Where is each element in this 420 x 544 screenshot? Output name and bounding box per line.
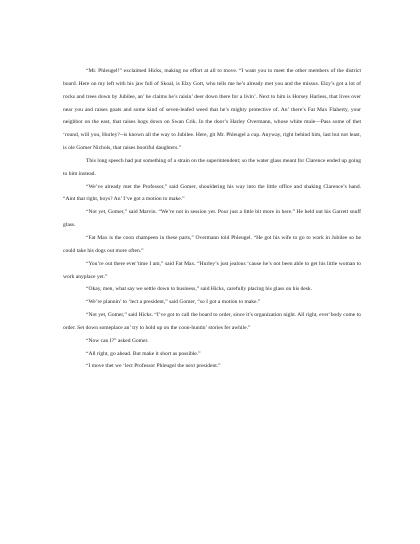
paragraph: “I move thet we ‘lect Professor Phleugel the next president.” xyxy=(86,363,221,370)
paragraph: “All right, go ahead. But make it short as possible.” xyxy=(86,350,201,357)
paragraph: “Fat Max is the coon champeen in these parts,” Overmann told Phleugel. “He got his wife to go to work in Jubilee so he could take his dogs out more often.” xyxy=(63,234,361,254)
paragraph: “Mr. Phleugel!” exclaimed Hicks, making no effort at all to move. “I want you to meet the other members of the district board. Here on my left with his jaw full of Skoal, is Elzy Gott, who tells me he’s already met you and the missus. Elzy’s got a lot of rocks and trees down by Jubilee, an’ he claims he’s raisin’ deer down there for a livin’. Next to him is Horsey Harless, that lives over near you and raises goats and some kind of seven-leafed weed that he’s mighty protective of. An’ there’s Fat Max Flaherty, your neighbor on the east, that raises hogs down on Swan Crik. In the door’s Harley Overmann, whose white mule—Pass some of thet ‘round, will you, Hurley?--is known all the way to Jubilee. Here, git Mr. Phleugel a cup. Anyway, right behind him, last but not least, is ole Gomer Nichols, that raises bootiful daughters.” xyxy=(63,68,361,152)
body-text xyxy=(63,65,361,373)
paragraph: “Now can I?” asked Gomer. xyxy=(86,337,149,344)
paragraph: “We’ve already met the Professor,” said Gomer, shouldering his way into the little office and shaking Clarence’s hand. “Aint that right, boys? An’ I’ve got a motion to make.” xyxy=(63,183,361,203)
paragraph: “We’re plannin’ to ‘lect a president,” said Gomer, “so I got a motion to make.” xyxy=(86,299,261,306)
paragraph: “Okay, men, what say we settle down to business,” said Hicks, carefully placing his glass on his desk. xyxy=(86,286,313,293)
paragraph: “Not yet, Gomer,” said Marvin. “We’re not in session yet. Pour just a little bit more in here.” He held out his Garrett snuff glass. xyxy=(63,209,361,229)
paragraph: This long speech had put something of a strain on the superintendent; so the water glass meant for Clarence ended up going to him instead. xyxy=(63,157,361,177)
paragraph: “You’re out there ever’time I am,” said Fat Max. “Hurley’s just jealous ‘cause he’s not been able to get his little woman to work anyplace yet.” xyxy=(63,260,361,280)
paragraph: “Not yet, Gomer,” said Hicks. “I’ve got to call the board to order, since it’s organization night. All right, ever’body come to order. Set down someplace an’ try to hold up on the coon-huntin’ stories fer awhile.” xyxy=(63,312,361,331)
